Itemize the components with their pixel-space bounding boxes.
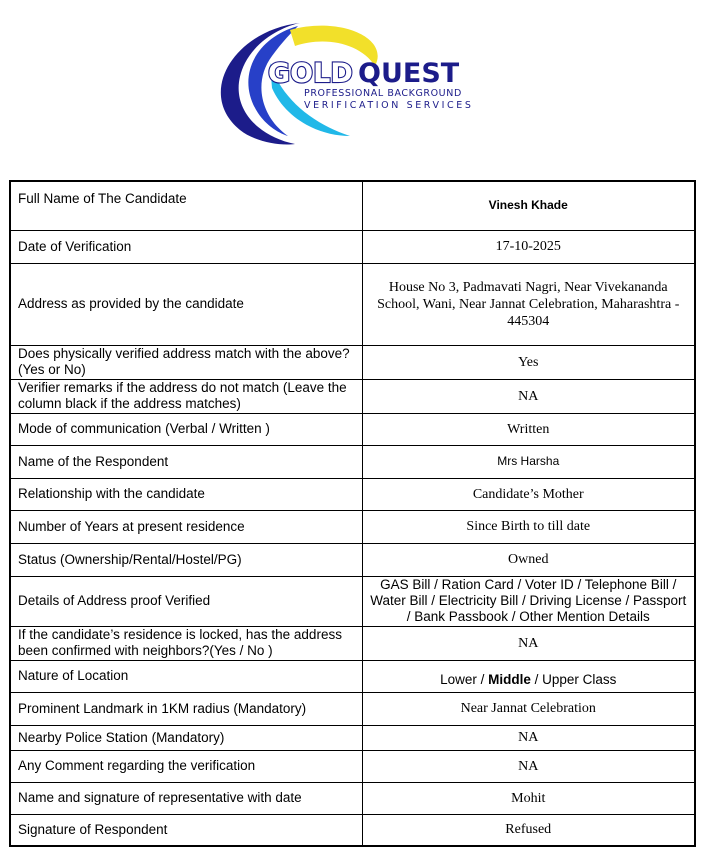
table-row <box>10 413 695 445</box>
row-label: If the candidate’s residence is locked, has the address been confirmed with neighbors?(Yes / No ) <box>10 626 362 660</box>
row-value: Mrs Harsha <box>362 445 695 478</box>
row-value: Refused <box>362 814 695 846</box>
row-label: Number of Years at present residence <box>10 510 362 543</box>
row-label: Verifier remarks if the address do not match (Leave the column black if the address matches) <box>10 379 362 413</box>
table-row <box>10 692 695 725</box>
table-row <box>10 478 695 510</box>
table-row <box>10 379 695 413</box>
row-label: Nature of Location <box>10 660 362 692</box>
row-label: Details of Address proof Verified <box>10 576 362 626</box>
row-label: Does physically verified address match with the above? (Yes or No) <box>10 345 362 379</box>
row-value: Owned <box>362 543 695 576</box>
table-row <box>10 814 695 846</box>
table-row <box>10 263 695 345</box>
location-option-text: Lower / <box>440 671 489 687</box>
row-value: Written <box>362 413 695 445</box>
row-label: Address as provided by the candidate <box>10 263 362 345</box>
logo-tagline-2: VERIFICATION SERVICES <box>304 100 474 111</box>
goldquest-logo <box>200 18 510 148</box>
row-value: Since Birth to till date <box>362 510 695 543</box>
row-label: Full Name of The Candidate <box>10 181 362 230</box>
location-selected: Middle <box>488 671 531 687</box>
row-label: Nearby Police Station (Mandatory) <box>10 725 362 750</box>
row-value: House No 3, Padmavati Nagri, Near Vivekananda School, Wani, Near Jannat Celebration, Maharashtra - 445304 <box>362 263 695 345</box>
goldquest-logo-mark <box>200 18 510 148</box>
table-row <box>10 660 695 692</box>
row-value: Mohit <box>362 782 695 814</box>
row-label: Date of Verification <box>10 230 362 263</box>
row-label: Relationship with the candidate <box>10 478 362 510</box>
row-label: Status (Ownership/Rental/Hostel/PG) <box>10 543 362 576</box>
table-row <box>10 445 695 478</box>
table-row <box>10 510 695 543</box>
row-value: 17-10-2025 <box>362 230 695 263</box>
row-label: Name and signature of representative with date <box>10 782 362 814</box>
row-value: NA <box>362 750 695 782</box>
address-verification-table <box>9 180 696 847</box>
table-row <box>10 345 695 379</box>
row-label: Prominent Landmark in 1KM radius (Mandatory) <box>10 692 362 725</box>
row-value: Yes <box>362 345 695 379</box>
table-row <box>10 543 695 576</box>
location-option-text: / Upper Class <box>530 671 617 687</box>
row-label: Signature of Respondent <box>10 814 362 846</box>
logo-tagline-1: PROFESSIONAL BACKGROUND <box>304 88 462 99</box>
row-label: Mode of communication (Verbal / Written ) <box>10 413 362 445</box>
table-row <box>10 181 695 230</box>
row-value <box>362 660 695 692</box>
table-row <box>10 626 695 660</box>
logo-brand-left: GOLD <box>268 58 353 89</box>
row-label: Name of the Respondent <box>10 445 362 478</box>
row-value: Candidate’s Mother <box>362 478 695 510</box>
logo-brand-right: QUEST <box>358 58 460 89</box>
row-value: NA <box>362 725 695 750</box>
table-row <box>10 782 695 814</box>
row-value: GAS Bill / Ration Card / Voter ID / Telephone Bill / Water Bill / Electricity Bill / Driving License / Passport / Bank Passbook / Other Mention Details <box>362 576 695 626</box>
table-row <box>10 750 695 782</box>
table-row <box>10 576 695 626</box>
table-row <box>10 725 695 750</box>
row-value: Vinesh Khade <box>362 181 695 230</box>
row-value: NA <box>362 379 695 413</box>
row-label: Any Comment regarding the verification <box>10 750 362 782</box>
row-value: NA <box>362 626 695 660</box>
table-row <box>10 230 695 263</box>
row-value: Near Jannat Celebration <box>362 692 695 725</box>
